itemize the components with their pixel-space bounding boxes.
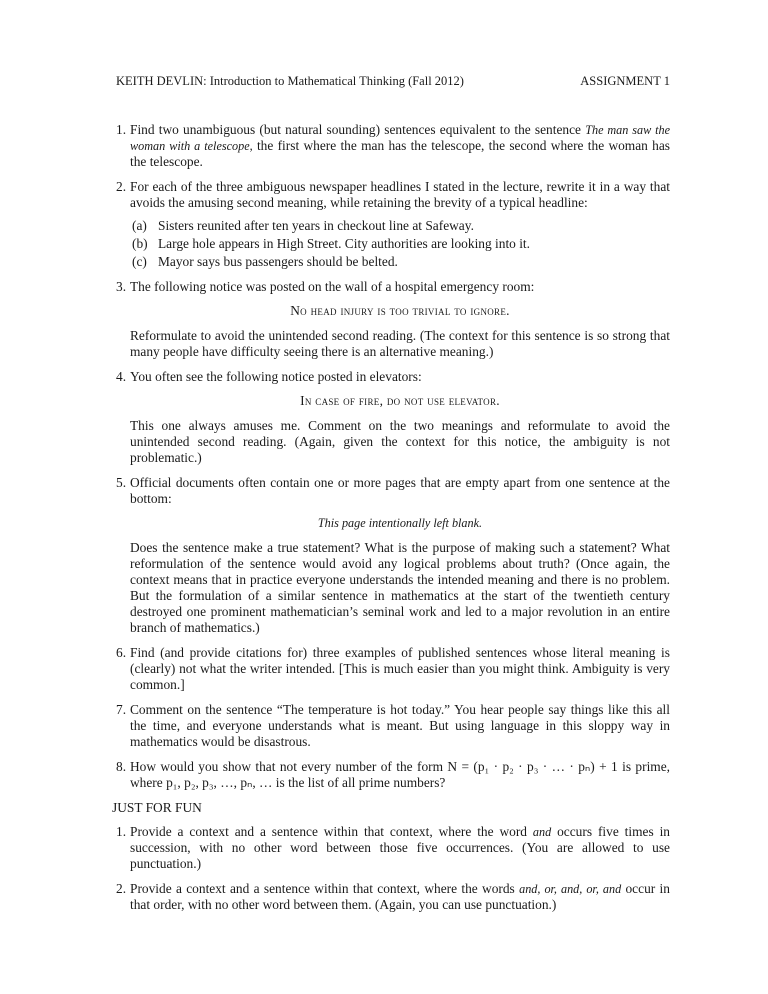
- question-1: [116, 122, 670, 170]
- example-sentence: The man saw the woman with a telescope,: [130, 123, 671, 153]
- fun-question-2: [116, 881, 670, 913]
- question-list: [116, 122, 670, 791]
- question-number: 8.: [116, 759, 127, 774]
- question-text: For each of the three ambiguous newspaper headlines I stated in the lecture, rewrite it in a way that avoids the amusing second meaning, while retaining the brevity of a typical headline:: [130, 179, 670, 210]
- question-number: 3.: [116, 279, 127, 294]
- header-assignment-label: ASSIGNMENT 1: [580, 74, 670, 88]
- question-number: 2.: [116, 881, 127, 896]
- question-5: [116, 475, 670, 636]
- emphasized-words: and, or, and, or, and: [519, 882, 622, 896]
- question-text: Provide a context and a sentence within that context, where the words and, or, and, or, and occur in that order, with no other word between them. (Again, you can use punctuation.): [130, 881, 670, 912]
- headline-item: (a) Sisters reunited after ten years in checkout line at Safeway.: [132, 218, 474, 233]
- assignment-body: [112, 122, 671, 922]
- headline-list: [130, 218, 670, 270]
- question-text: Official documents often contain one or more pages that are empty apart from one sentence at the bottom:: [130, 475, 670, 506]
- question-2: [116, 179, 670, 270]
- question-number: 7.: [116, 702, 127, 717]
- question-number: 1.: [116, 122, 127, 137]
- question-3: [116, 279, 670, 360]
- question-text: Comment on the sentence “The temperature is hot today.” You hear people say things like this all the time, and everyone understands what is meant. But using language in this sloppy way in mathematics would be disastrous.: [130, 702, 670, 749]
- fun-question-1: [116, 824, 670, 872]
- headline-item: (b) Large hole appears in High Street. City authorities are looking into it.: [132, 236, 531, 251]
- question-number: 6.: [116, 645, 127, 660]
- question-number: 2.: [116, 179, 127, 194]
- question-text: Find two unambiguous (but natural sounding) sentences equivalent to the sentence The man saw the woman with a telescope, the first where the man has the telescope, the second where the woman has the telescope.: [130, 122, 671, 169]
- question-text: You often see the following notice posted in elevators:: [130, 369, 422, 384]
- section-title-just-for-fun: JUST FOR FUN: [112, 800, 202, 815]
- question-followup: This one always amuses me. Comment on the two meanings and reformulate to avoid the unintended second reading. (Again, given the context for this notice, the ambiguity is not problematic.): [130, 418, 670, 465]
- question-8: [116, 759, 670, 791]
- question-7: [116, 702, 670, 750]
- header-course-title: KEITH DEVLIN: Introduction to Mathematical Thinking (Fall 2012): [116, 74, 464, 88]
- question-4: [116, 369, 670, 466]
- question-text: How would you show that not every number of the form N = (p₁ · p₂ · p₃ · … · pₙ) + 1 is prime, where p₁, p₂, p₃, …, pₙ, … is the list of all prime numbers?: [130, 759, 670, 790]
- question-number: 4.: [116, 369, 127, 384]
- hospital-notice: No head injury is too trivial to ignore.: [290, 303, 510, 318]
- question-followup: Does the sentence make a true statement? What is the purpose of making such a statement? What reformulation of the sentence would avoid any logical problems about truth? (Once again, the context means that in practice everyone understands the intended meaning and there is no problem. But the formulation of a similar sentence in mathematics at the start of the twentieth century destroyed one prominent mathematician’s seminal work and led to a major revolution in an entire branch of mathematics.): [130, 540, 670, 635]
- question-text: The following notice was posted on the wall of a hospital emergency room:: [130, 279, 535, 294]
- fun-question-list: [116, 824, 670, 913]
- question-number: 1.: [116, 824, 127, 839]
- question-6: [116, 645, 670, 693]
- formula: N = (p₁ · p₂ · p₃ · … · pₙ) + 1: [447, 759, 618, 774]
- prime-list: p₁, p₂, p₃, …, pₙ, …: [166, 775, 273, 790]
- question-followup: Reformulate to avoid the unintended second reading. (The context for this sentence is so strong that many people have difficulty seeing there is an alternative meaning.): [130, 328, 670, 359]
- blank-page-notice: This page intentionally left blank.: [317, 516, 483, 530]
- page-header: [116, 74, 670, 89]
- question-number: 5.: [116, 475, 127, 490]
- emphasized-word: and: [532, 825, 552, 839]
- elevator-notice: In case of fire, do not use elevator.: [300, 393, 500, 408]
- question-text: Find (and provide citations for) three examples of published sentences whose literal meaning is (clearly) not what the writer intended. [This is much easier than you might think. Ambiguity is very common.]: [130, 645, 670, 692]
- headline-item: (c) Mayor says bus passengers should be belted.: [132, 254, 398, 269]
- question-text: Provide a context and a sentence within that context, where the word and occurs five times in succession, with no other word between those five occurrences. (You are allowed to use punctuation.): [130, 824, 670, 871]
